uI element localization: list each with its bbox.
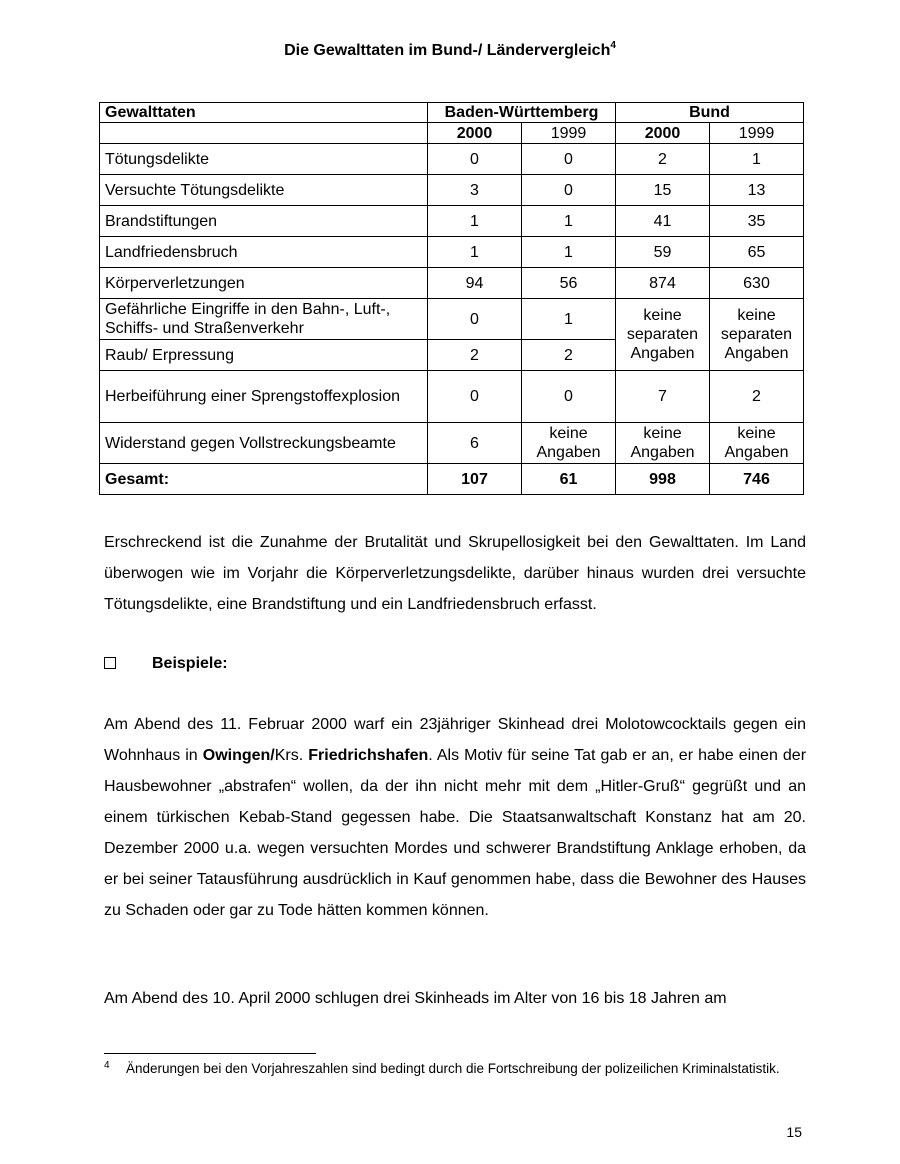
year-bw-2000: 2000: [428, 123, 522, 144]
table-header-row: [100, 103, 804, 123]
cell: 6: [428, 423, 522, 464]
cell: 3: [428, 175, 522, 206]
place-owingen: Owingen/: [202, 747, 275, 764]
title-text: Die Gewalttaten im Bund-/ Ländervergleich: [284, 42, 611, 59]
cell: 0: [522, 371, 616, 423]
cell: 2: [428, 340, 522, 371]
year-bw-1999: 1999: [522, 123, 616, 144]
cell: keine Angaben: [710, 423, 804, 464]
cell: 0: [522, 175, 616, 206]
cell: 0: [428, 144, 522, 175]
total-bund-2000: 998: [616, 464, 710, 495]
cell: keine Angaben: [522, 423, 616, 464]
header-baden-wuerttemberg: Baden-Württemberg: [428, 103, 616, 123]
total-bw-1999: 61: [522, 464, 616, 495]
cell: 41: [616, 206, 710, 237]
cell: 874: [616, 268, 710, 299]
year-bund-2000: 2000: [616, 123, 710, 144]
row-label: Herbeiführung einer Sprengstoffexplosion: [100, 371, 428, 423]
merged-cell-bund-2000: keine separaten Angaben: [616, 299, 710, 371]
row-label: Versuchte Tötungsdelikte: [100, 175, 428, 206]
table-row: [100, 299, 804, 340]
cell: 0: [428, 299, 522, 340]
footnote-number: 4: [104, 1060, 110, 1071]
footnote-ref: 4: [610, 40, 616, 51]
cell: 1: [428, 206, 522, 237]
cell: 0: [428, 371, 522, 423]
table-row: [100, 175, 804, 206]
text-segment: Am Abend des 11. Februar 2000 warf ein 23jähriger Skinhead drei Molotowcocktails gegen ein Wohnhaus in: [104, 716, 806, 764]
cell: 15: [616, 175, 710, 206]
cell: 2: [522, 340, 616, 371]
row-label: Landfriedensbruch: [100, 237, 428, 268]
table-row: [100, 144, 804, 175]
paragraph-example-1: [104, 709, 806, 926]
cell: 630: [710, 268, 804, 299]
cell: 2: [710, 371, 804, 423]
total-label: Gesamt:: [100, 464, 428, 495]
header-empty-cell: [100, 123, 428, 144]
total-bw-2000: 107: [428, 464, 522, 495]
paragraph-example-2: Am Abend des 10. April 2000 schlugen drei Skinheads im Alter von 16 bis 18 Jahren am: [104, 990, 727, 1007]
cell: 94: [428, 268, 522, 299]
table-row: [100, 268, 804, 299]
cell: 1: [710, 144, 804, 175]
row-label: Gefährliche Eingriffe in den Bahn-, Luft-, Schiffs- und Straßenverkehr: [100, 299, 428, 340]
text-segment: Krs.: [274, 747, 309, 764]
table-year-row: [100, 123, 804, 144]
violence-comparison-table: [99, 102, 804, 495]
merged-cell-bund-1999: keine separaten Angaben: [710, 299, 804, 371]
footnote-text: Änderungen bei den Vorjahreszahlen sind bedingt durch die Fortschreibung der polizeilichen Kriminalstatistik.: [126, 1061, 780, 1076]
table-row: [100, 237, 804, 268]
cell: 35: [710, 206, 804, 237]
cell: 56: [522, 268, 616, 299]
header-bund: Bund: [616, 103, 804, 123]
place-friedrichshafen: Friedrichshafen: [308, 747, 429, 764]
cell: 1: [522, 299, 616, 340]
total-bund-1999: 746: [710, 464, 804, 495]
footnote: [104, 1060, 796, 1078]
section-heading: [104, 648, 228, 679]
year-bund-1999: 1999: [710, 123, 804, 144]
cell: keine Angaben: [616, 423, 710, 464]
table-total-row: [100, 464, 804, 495]
cell: 1: [522, 206, 616, 237]
checkbox-bullet-icon: [104, 657, 116, 669]
table-row: [100, 206, 804, 237]
table-row: [100, 371, 804, 423]
row-label: Brandstiftungen: [100, 206, 428, 237]
cell: 13: [710, 175, 804, 206]
paragraph-intro: Erschreckend ist die Zunahme der Brutalität und Skrupellosigkeit bei den Gewalttaten. Im Land überwogen wie im Vorjahr die Körperverletzungsdelikte, darüber hinaus wurden drei versuchte Tötungsdelikte, eine Brandstiftung und ein Landfriedensbruch erfasst.: [104, 534, 806, 613]
page-title: [0, 40, 900, 60]
cell: 1: [522, 237, 616, 268]
row-label: Körperverletzungen: [100, 268, 428, 299]
cell: 2: [616, 144, 710, 175]
cell: 65: [710, 237, 804, 268]
row-label: Widerstand gegen Vollstreckungsbeamte: [100, 423, 428, 464]
cell: 1: [428, 237, 522, 268]
cell: 59: [616, 237, 710, 268]
cell: 0: [522, 144, 616, 175]
text-segment: . Als Motiv für seine Tat gab er an, er habe einen der Hausbewohner „abstrafen“ wollen, da der ihn nicht mehr mit dem „Hitler-Gruß“ gegrüßt und an einem türkischen Kebab-Stand gegessen habe. Die Staatsanwaltschaft Konstanz hat am 20. Dezember 2000 u.a. wegen versuchten Mordes und schwerer Brandstiftung Anklage erhoben, da er bei seiner Tatausführung ausdrücklich in Kauf genommen habe, dass die Bewohner des Hauses zu Schaden oder gar zu Tode hätten kommen können.: [104, 747, 807, 919]
footnote-divider: [104, 1053, 316, 1054]
heading-text: Beispiele:: [152, 655, 228, 672]
table-row: [100, 423, 804, 464]
cell: 7: [616, 371, 710, 423]
page-number: 15: [786, 1124, 802, 1140]
header-gewalttaten: Gewalttaten: [100, 103, 428, 123]
row-label: Raub/ Erpressung: [100, 340, 428, 371]
row-label: Tötungsdelikte: [100, 144, 428, 175]
